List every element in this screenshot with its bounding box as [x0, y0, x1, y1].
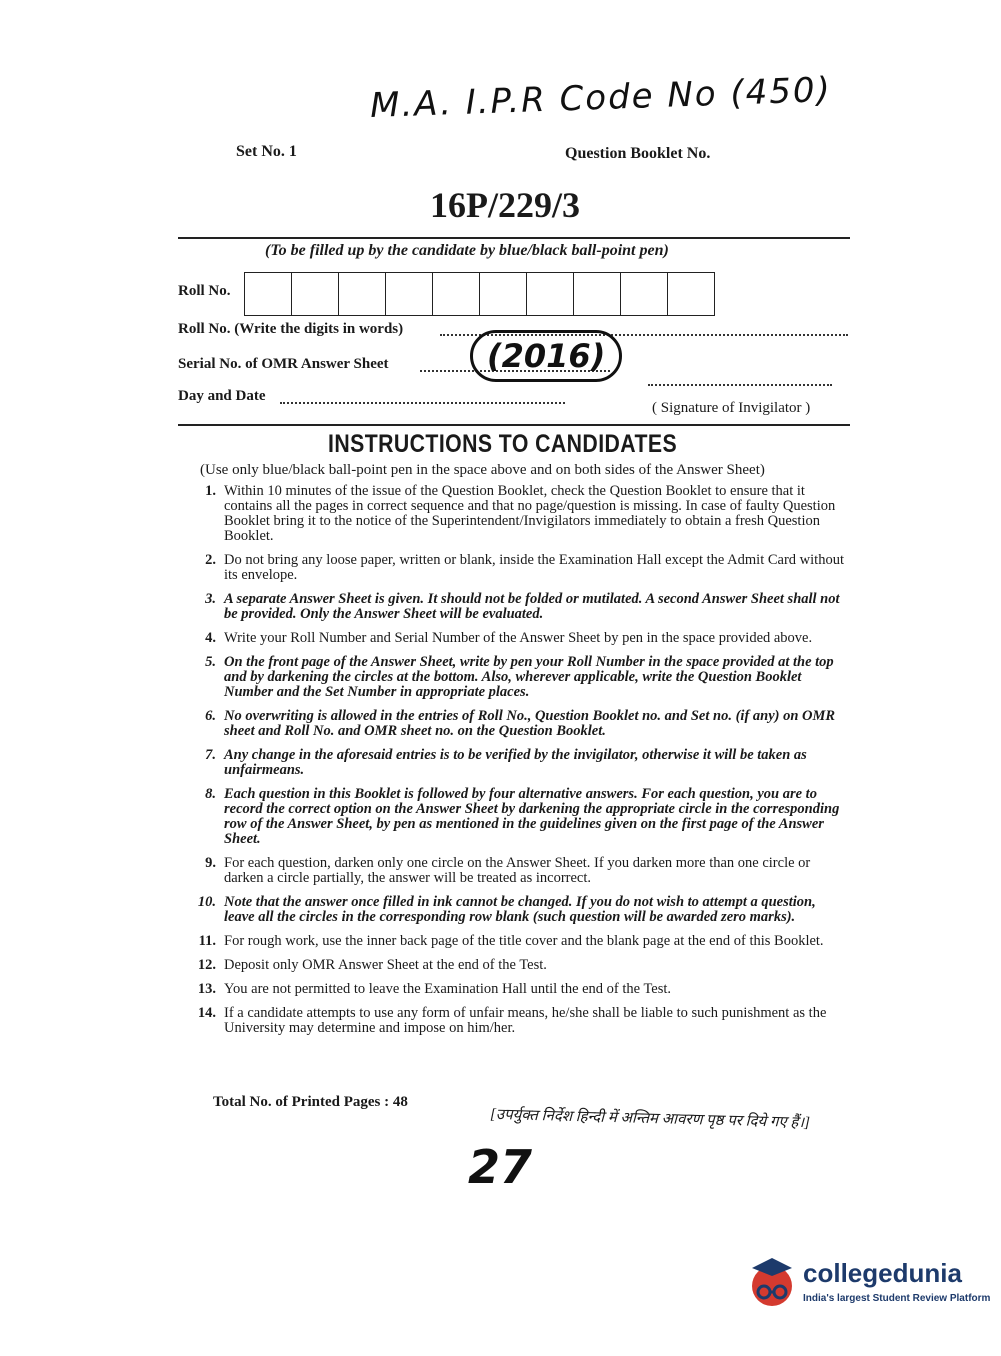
- instruction-item: 4. Write your Roll Number and Serial Number of the Answer Sheet by pen in the space provided above.: [205, 630, 813, 646]
- logo-name: collegedunia: [803, 1258, 962, 1288]
- instruction-item: 3. A separate Answer Sheet is given. It should not be folded or mutilated. A second Answer Sheet shall not be provided. Only the Answer Sheet will be evaluated.: [205, 591, 840, 622]
- handwritten-title: M.A. I.P.R Code No (450): [369, 69, 833, 127]
- instruction-item: 6. No overwriting is allowed in the entries of Roll No., Question Booklet no. and Set no. (if any) on OMR sheet and Roll No. and OMR sheet no. on the Question Booklet.: [205, 708, 836, 739]
- bottom-divider: [178, 424, 850, 426]
- hindi-note: [उपर्युक्त निर्देश हिन्दी में अन्तिम आवरण पृष्ठ पर दिये गए हैं।]: [489, 1106, 811, 1132]
- day-date-line: [280, 402, 565, 404]
- top-divider: [178, 237, 850, 239]
- instruction-item: 9. For each question, darken only one circle on the Answer Sheet. If you darken more than one circle or darken a circle partially, the answer will be treated as incorrect.: [205, 855, 811, 886]
- instruction-item: 11. For rough work, use the inner back page of the title cover and the blank page at the end of this Booklet.: [198, 933, 824, 949]
- instruction-item: 14. If a candidate attempts to use any form of unfair means, he/she shall be liable to such punishment as the University may determine and impose on him/her.: [197, 1005, 827, 1036]
- instruction-item: 8. Each question in this Booklet is followed by four alternative answers. For each question, you are to record the correct option on the Answer Sheet by darkening the appropriate circle in the corresponding row of the Answer Sheet, by pen as mentioned in the guidelines given on the first page of the Answer Sheet.: [205, 786, 840, 847]
- roll-in-words-label: Roll No. (Write the digits in words): [178, 321, 404, 337]
- instruction-item: 7. Any change in the aforesaid entries is to be verified by the invigilator, otherwise it will be taken as unfairmeans.: [205, 747, 807, 778]
- set-number: Set No. 1: [236, 143, 297, 160]
- day-date-label: Day and Date: [178, 388, 266, 404]
- roll-number-boxes: [244, 272, 715, 316]
- handwritten-page-count: 27: [468, 1140, 533, 1194]
- signature-label: ( Signature of Invigilator ): [652, 400, 811, 416]
- paper-code: 16P/229/3: [430, 185, 580, 225]
- signature-line: [648, 384, 832, 386]
- instruction-item: 1. Within 10 minutes of the issue of the Question Booklet, check the Question Booklet to ensure that it contains all the pages in correct sequence and that no page/question is missing. In case of faulty Question Booklet bring it to the notice of the Superintendent/Invigilators immediately to obtain a fresh Question Booklet.: [205, 483, 836, 544]
- use-only-note: (Use only blue/black ball-point pen in the space above and on both sides of the Answer Sheet): [200, 462, 765, 478]
- question-booklet-number-label: Question Booklet No.: [565, 145, 711, 162]
- instruction-item: 10. Note that the answer once filled in ink cannot be changed. If you do not wish to attempt a question, leave all the circles in the corresponding row blank (such question will be awarded zero marks).: [197, 894, 816, 925]
- instruction-item: 5. On the front page of the Answer Sheet, write by pen your Roll Number in the space provided at the top and by darkening the circles at the bottom. Also, wherever applicable, write the Question Booklet Number and the Set Number in appropriate places.: [205, 654, 834, 700]
- total-printed-pages: Total No. of Printed Pages : 48: [213, 1094, 408, 1110]
- fill-instruction-note: (To be filled up by the candidate by blue/black ball-point pen): [265, 242, 669, 259]
- instruction-list: [190, 484, 845, 1045]
- instruction-item: 13. You are not permitted to leave the Examination Hall until the end of the Test.: [197, 981, 672, 997]
- instruction-item: 12. Deposit only OMR Answer Sheet at the end of the Test.: [197, 957, 547, 973]
- roll-number-label: Roll No.: [178, 283, 231, 299]
- logo-tagline: India's largest Student Review Platform: [803, 1293, 991, 1304]
- instruction-item: 2. Do not bring any loose paper, written or blank, inside the Examination Hall except the Admit Card without its envelope.: [205, 552, 844, 583]
- instructions-title: INSTRUCTIONS TO CANDIDATES: [328, 430, 678, 458]
- omr-serial-label: Serial No. of OMR Answer Sheet: [178, 356, 389, 372]
- handwritten-serial: (2016): [470, 330, 622, 382]
